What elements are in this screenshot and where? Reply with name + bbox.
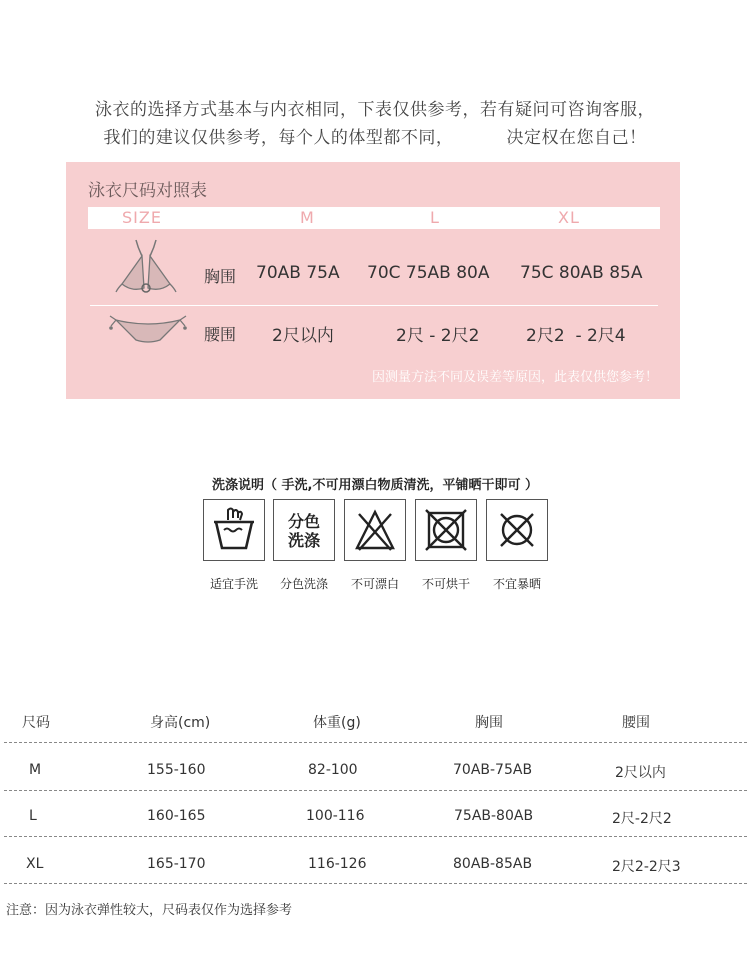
wash-label-separate: 分色洗涤 <box>279 577 328 591</box>
bikini-top-icon <box>114 238 178 300</box>
bikini-bottom-icon <box>108 312 188 348</box>
bust-xl: 75C 80AB 85A <box>520 263 643 283</box>
wash-label-no-tumble: 不可烘干 <box>421 577 470 591</box>
size-chart-panel <box>66 162 680 399</box>
table-header-height: 身高(cm) <box>150 715 211 731</box>
table-cell: 82-100 <box>308 762 358 778</box>
table-cell: 75AB-80AB <box>454 808 534 824</box>
table-cell: 2尺以内 <box>615 765 666 781</box>
table-cell: 70AB-75AB <box>453 762 533 778</box>
table-cell: 165-170 <box>147 856 206 872</box>
row-divider <box>90 305 658 306</box>
bust-l: 70C 75AB 80A <box>367 263 490 283</box>
table-divider <box>4 742 747 743</box>
size-header-xl: XL <box>558 208 580 227</box>
no-bleach-icon <box>344 499 406 561</box>
table-divider <box>4 836 747 837</box>
table-cell: 155-160 <box>147 762 206 778</box>
table-divider <box>4 883 747 884</box>
bust-label: 胸围 <box>204 267 237 286</box>
table-cell: 2尺-2尺2 <box>612 811 672 827</box>
separate-wash-icon <box>273 499 335 561</box>
no-sun-dry-icon <box>486 499 548 561</box>
footnote: 注意：因为泳衣弹性较大，尺码表仅作为选择参考 <box>6 903 293 918</box>
bust-m: 70AB 75A <box>256 263 340 283</box>
table-cell: XL <box>26 856 44 872</box>
table-header-size: 尺码 <box>22 715 50 731</box>
table-cell: 116-126 <box>308 856 367 872</box>
intro-line-1: 泳衣的选择方式基本与内衣相同，下表仅供参考，若有疑问可咨询客服， <box>95 100 655 120</box>
table-cell: M <box>29 762 42 778</box>
separate-wash-text-1: 分色 <box>287 512 320 531</box>
size-header-m: M <box>300 208 315 227</box>
waist-m: 2尺以内 <box>272 326 334 346</box>
intro-text <box>0 96 750 152</box>
wash-title: 洗涤说明（ 手洗,不可用漂白物质清洗，平铺晒干即可 ） <box>212 478 538 493</box>
waist-l: 2尺 - 2尺2 <box>396 326 480 346</box>
size-header-l: L <box>430 208 440 227</box>
size-chart-title: 泳衣尺码对照表 <box>88 181 207 201</box>
wash-label-hand: 适宜手洗 <box>209 577 258 591</box>
waist-label: 腰围 <box>204 325 237 344</box>
table-cell: 80AB-85AB <box>453 856 533 872</box>
waist-xl: 2尺2 - 2尺4 <box>526 326 626 346</box>
intro-line-2: 我们的建议仅供参考，每个人的体型都不同， 决定权在您自己！ <box>103 128 647 148</box>
wash-label-no-bleach: 不可漂白 <box>350 577 399 591</box>
table-header-weight: 体重(g) <box>313 715 361 731</box>
separate-wash-text-2: 洗涤 <box>287 531 320 550</box>
table-header-bust: 胸围 <box>475 715 503 731</box>
table-cell: 160-165 <box>147 808 206 824</box>
table-cell: L <box>29 808 37 824</box>
table-divider <box>4 790 747 791</box>
size-header-label: SIZE <box>122 208 162 227</box>
hand-wash-icon <box>203 499 265 561</box>
wash-label-no-sun: 不宜暴晒 <box>492 577 541 591</box>
size-chart-note: 因测量方法不同及误差等原因，此表仅供您参考！ <box>371 370 658 385</box>
table-cell: 100-116 <box>306 808 365 824</box>
table-cell: 2尺2-2尺3 <box>612 859 681 875</box>
table-header-waist: 腰围 <box>622 715 650 731</box>
no-tumble-dry-icon <box>415 499 477 561</box>
size-header-bar <box>88 207 660 229</box>
